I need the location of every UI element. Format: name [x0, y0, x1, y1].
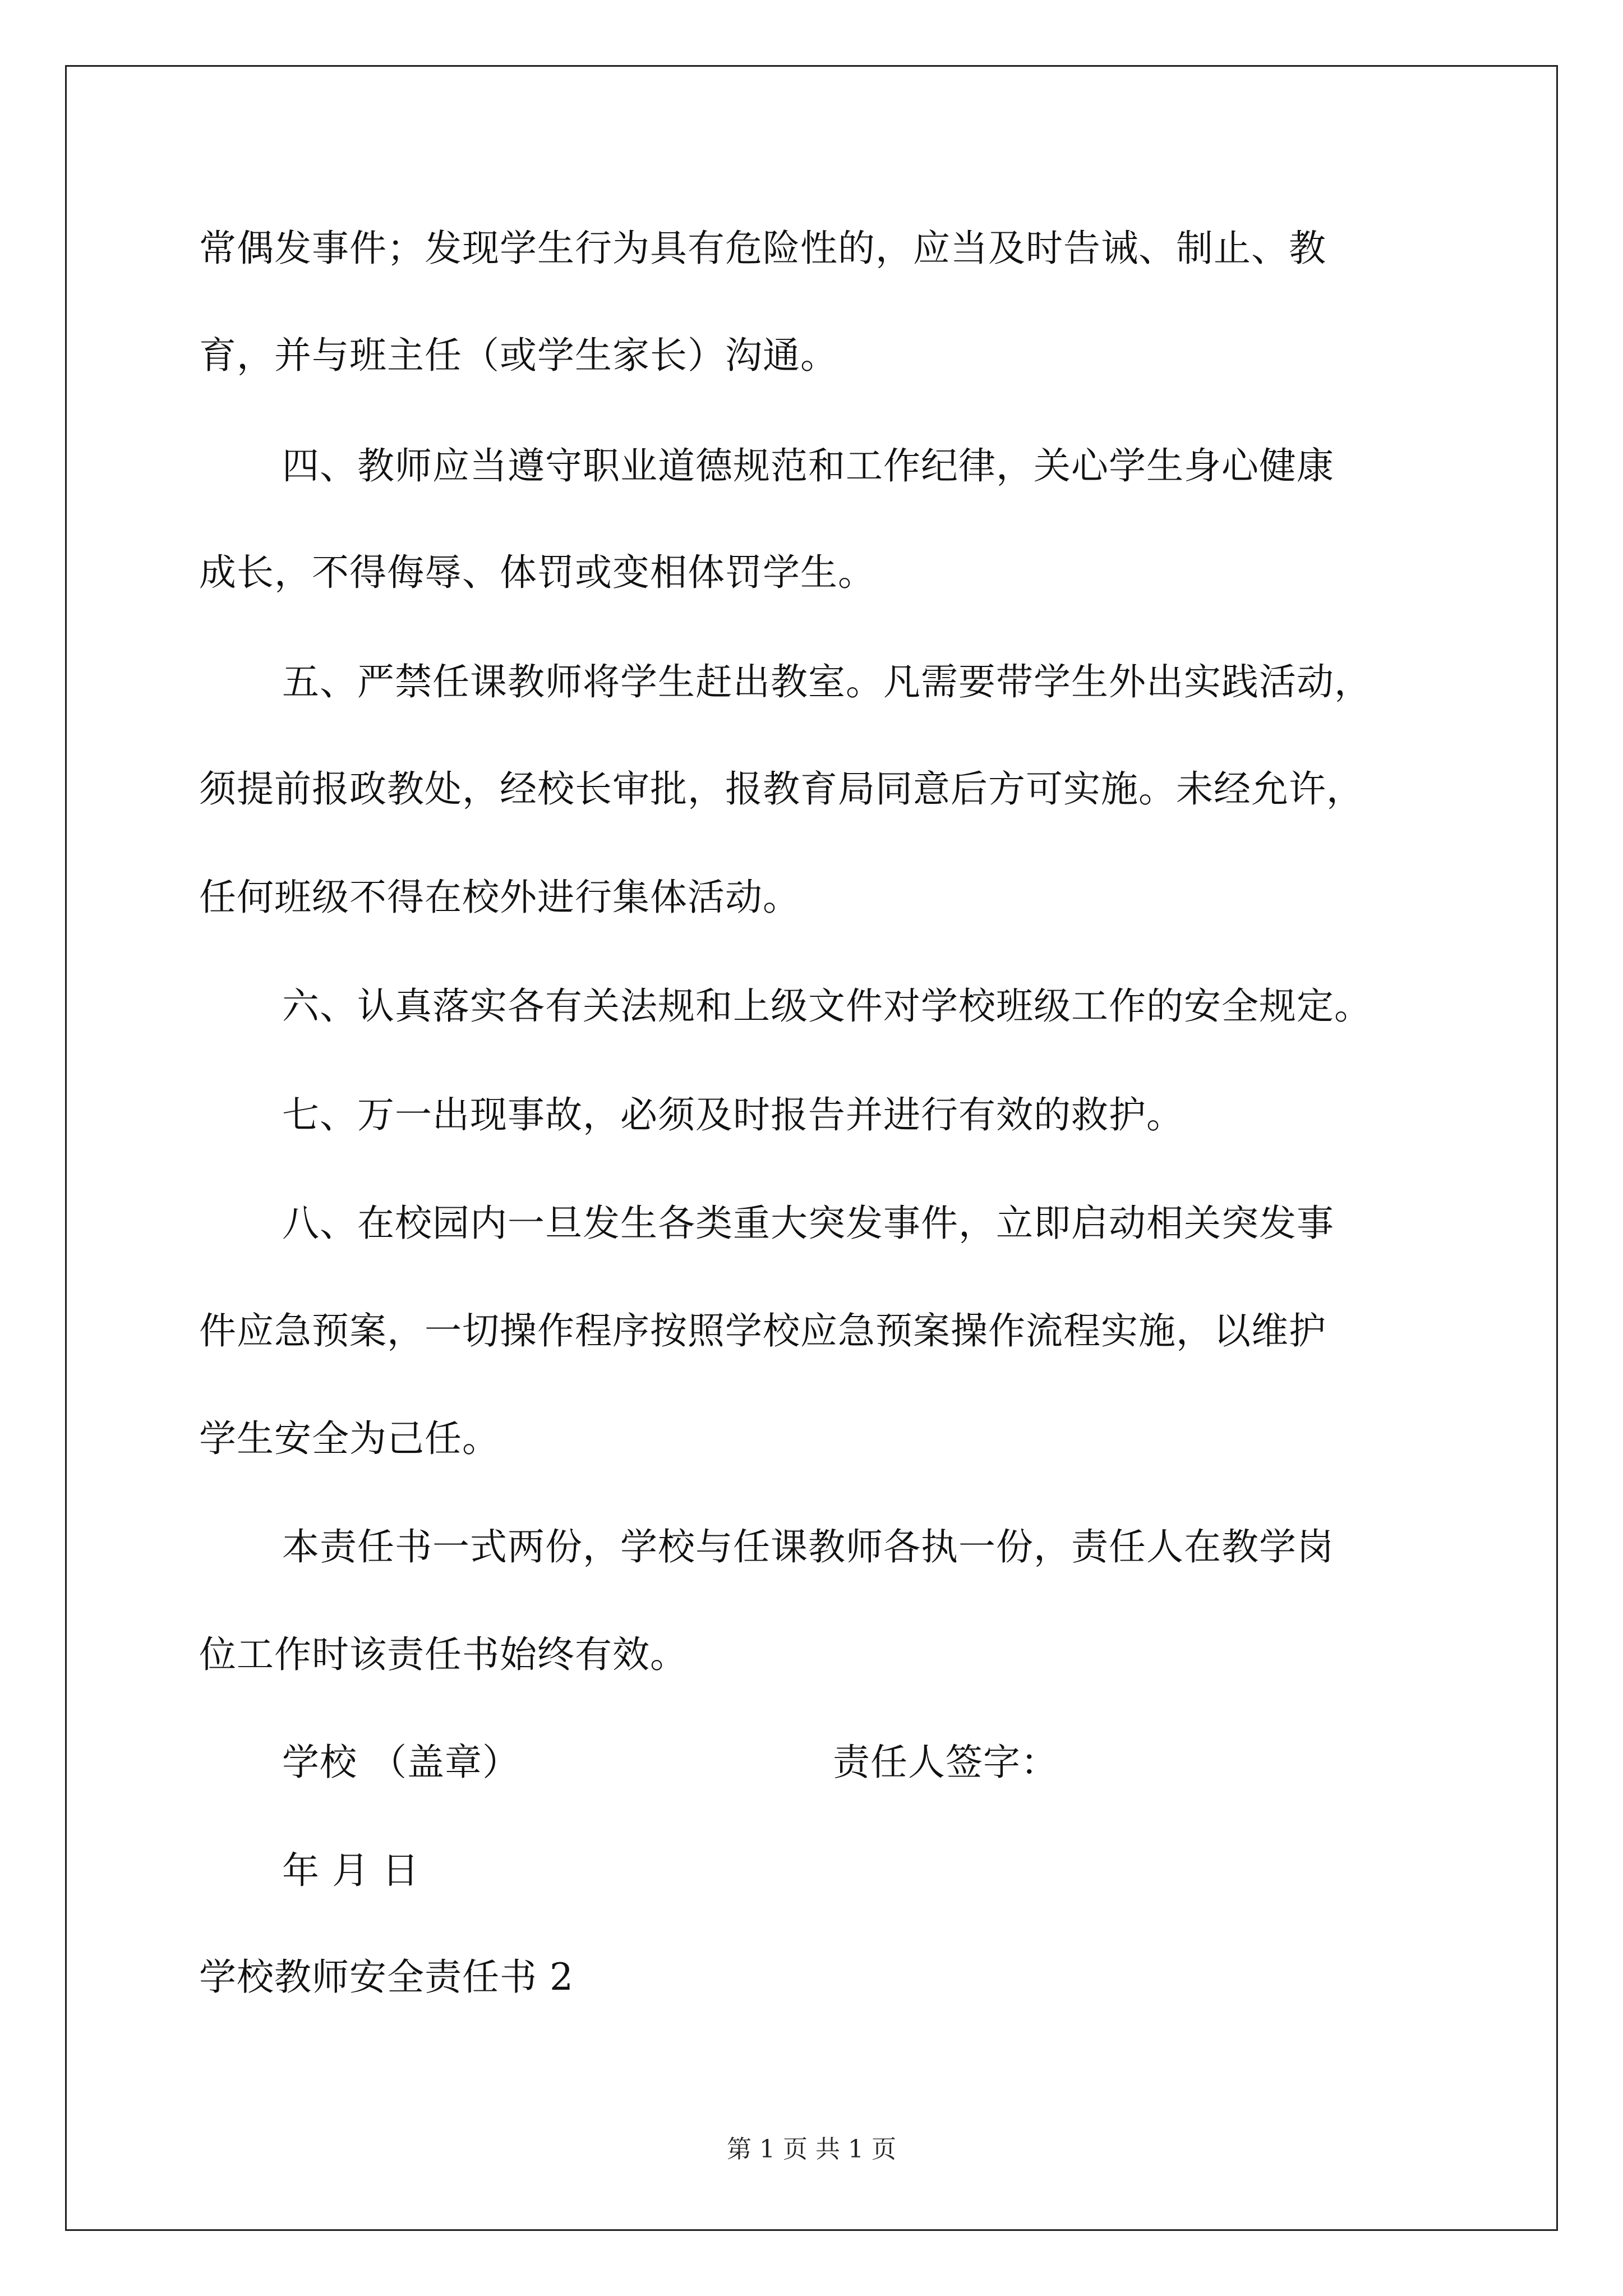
- text-line: 常偶发事件；发现学生行为具有危险性的，应当及时告诫、制止、教: [199, 227, 1326, 270]
- text-line: 位工作时该责任书始终有效。: [199, 1633, 688, 1676]
- page-footer: 第 1 页 共 1 页: [727, 2135, 896, 2164]
- text-line: 本责任书一式两份，学校与任课教师各执一份，责任人在教学岗: [282, 1525, 1334, 1568]
- text-line: 五、严禁任课教师将学生赶出教室。凡需要带学生外出实践活动，: [282, 660, 1372, 703]
- text-line: 学生安全为己任。: [199, 1417, 500, 1460]
- text-line: 七、万一出现事故，必须及时报告并进行有效的救护。: [282, 1093, 1184, 1137]
- text-line: 育，并与班主任（或学生家长）沟通。: [199, 334, 838, 377]
- text-line: 四、教师应当遵守职业道德规范和工作纪律，关心学生身心健康: [282, 444, 1334, 487]
- responsible-signature-label: 责任人签字：: [833, 1741, 1058, 1784]
- text-line: 任何班级不得在校外进行集体活动。: [199, 876, 800, 919]
- page-border: [65, 65, 1558, 2231]
- text-line: 须提前报政教处，经校长审批，报教育局同意后方可实施。未经允许，: [199, 767, 1364, 811]
- text-line: 八、在校园内一旦发生各类重大突发事件，立即启动相关突发事: [282, 1202, 1334, 1245]
- next-section-title: 学校教师安全责任书 2: [199, 1955, 574, 1999]
- school-seal-label: 学校 （盖章）: [282, 1741, 520, 1784]
- date-line: 年 月 日: [282, 1849, 419, 1892]
- text-line: 成长，不得侮辱、体罚或变相体罚学生。: [199, 551, 875, 594]
- text-line: 件应急预案，一切操作程序按照学校应急预案操作流程实施，以维护: [199, 1309, 1326, 1352]
- text-line: 六、认真落实各有关法规和上级文件对学校班级工作的安全规定。: [282, 984, 1372, 1028]
